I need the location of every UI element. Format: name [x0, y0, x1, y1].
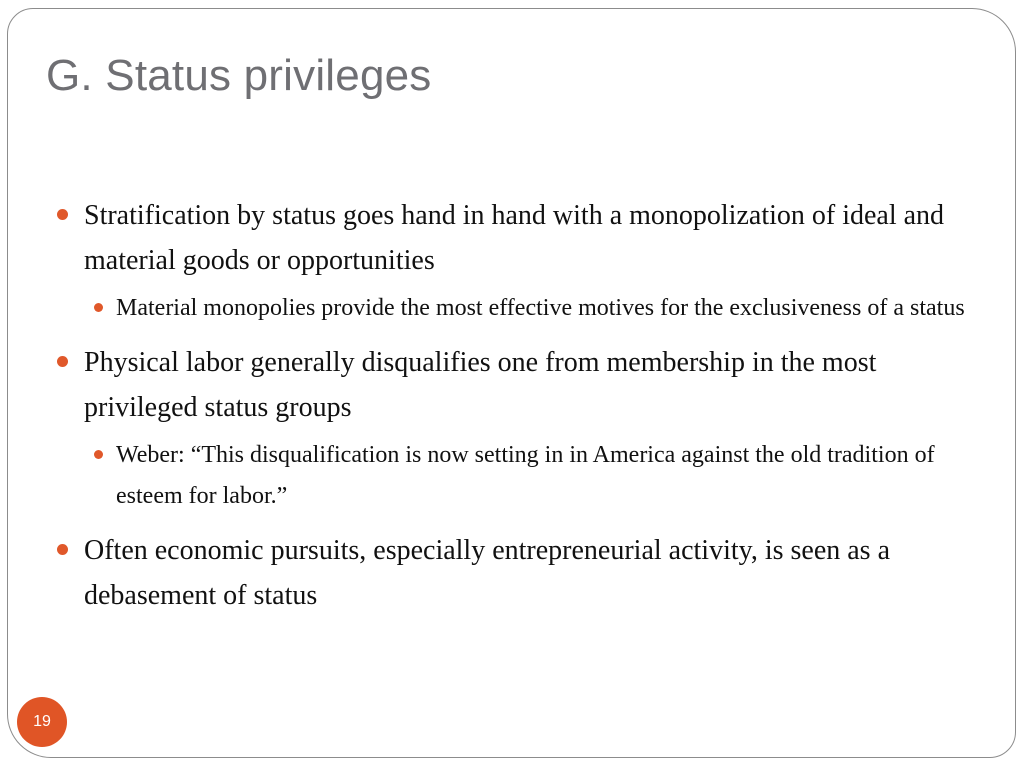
bullet-item [54, 340, 989, 430]
bullet-text: Often economic pursuits, especially entrepreneurial activity, is seen as a debasement of status [84, 535, 890, 611]
bullet-list [54, 193, 989, 627]
slide-title: G. Status privileges [46, 51, 432, 100]
slide-number-badge: 19 [17, 697, 67, 747]
bullet-dot-icon [57, 209, 68, 220]
sub-bullet-text: Material monopolies provide the most effective motives for the exclusiveness of a status [116, 295, 965, 321]
bullet-dot-icon [57, 544, 68, 555]
bullet-item [54, 528, 989, 618]
sub-bullet-item [54, 288, 989, 329]
bullet-item [54, 193, 989, 283]
sub-bullet-item [54, 435, 989, 517]
bullet-dot-icon [94, 450, 103, 459]
bullet-dot-icon [94, 303, 103, 312]
bullet-dot-icon [57, 356, 68, 367]
bullet-text: Stratification by status goes hand in hand with a monopolization of ideal and material goods or opportunities [84, 200, 945, 276]
sub-bullet-text: Weber: “This disqualification is now setting in in America against the old tradition of esteem for labor.” [116, 442, 935, 509]
bullet-text: Physical labor generally disqualifies one from membership in the most privileged status groups [84, 347, 877, 423]
